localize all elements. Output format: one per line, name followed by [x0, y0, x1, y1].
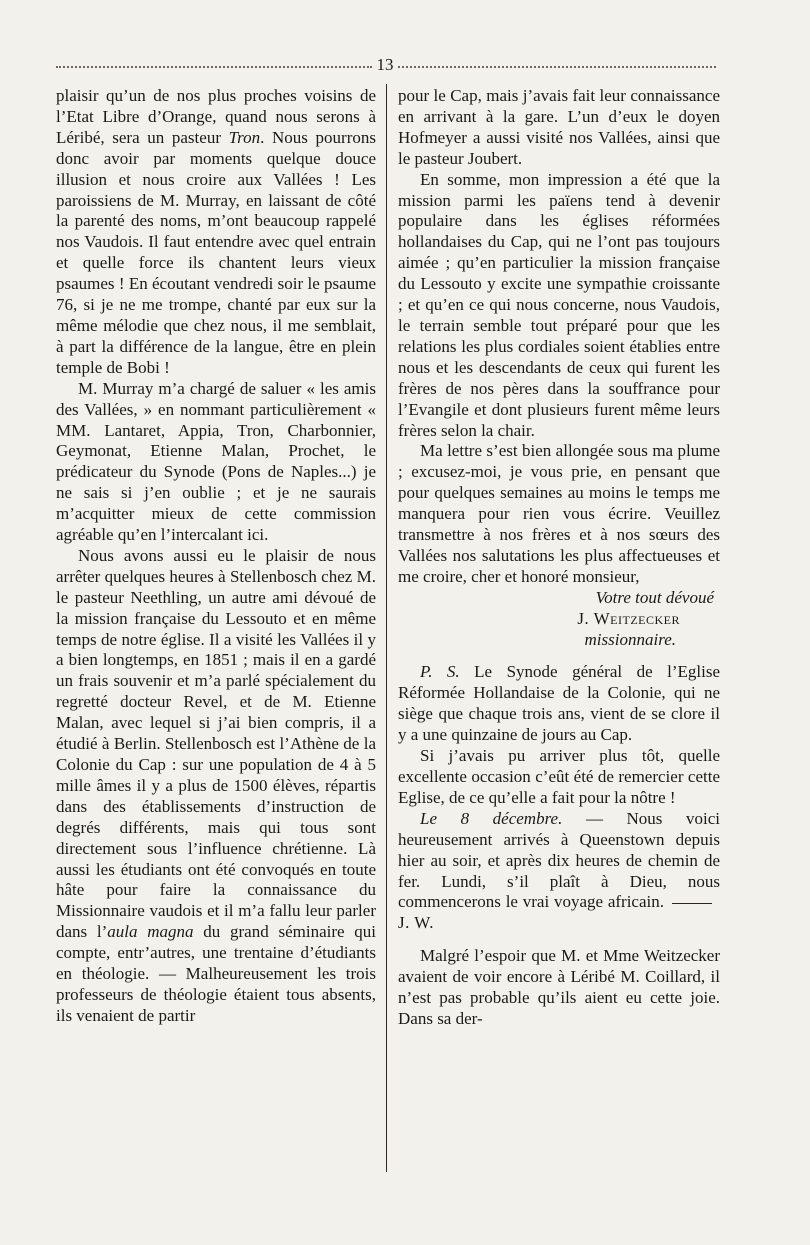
spacer	[398, 650, 720, 662]
dated-paragraph: Le 8 décembre. — Nous voici heureusement arrivés à Queenstown depuis hier au soir, et après dix heures de chemin de fer. Lundi, s’il plaît à Dieu, nous commencerons le vrai voyage africain.J. W.	[398, 808, 720, 933]
right-paragraph-2: En somme, mon impression a été que la mission parmi les païens tend à devenir populaire dans les églises réformées hollandaises du Cap, qui ne l’ont pas toujours aimée ; qu’en particulier la mission française du Lessouto y excite une sympathie croissante ; et qu’en ce qui nous concerne, nous Vaudois, le terrain semble tout préparé pour que les relations les plus cordiales soient établies entre nous et les descendants de ceux qui furent les frères de nos pères dans la souffrance pour l’Evangile et dont plusieurs furent même leurs frères selon la chair.	[398, 169, 720, 440]
left-paragraph-3: Nous avons aussi eu le plaisir de nous arrêter quelques heures à Stellenbosch chez M. le pasteur Neethling, un autre ami dévoué de la mission française du Lessouto et en même temps de notre église. Il a visité les Vallées il y a bien longtemps, en 1851 ; mais il en a gardé un frais souvenir et m’a parlé spécialement du regretté docteur Revel, et de M. Etienne Malan, avec lequel si j’ai bien compris, il a étudié à Berlin. Stellenbosch est l’Athène de la Colonie du Cap : sur une population de 4 à 5 mille âmes il y a plus de 1500 élèves, répartis dans des établissements d’instruction de degrés différents, mais qui tous sont directement sous l’influence chrétienne. Là aussi les étudiants ont été convoqués en toute hâte pour faire la connaissance du Missionnaire vaudois et il m’a fallu leur parler dans l’aula magna du grand séminaire qui compte, entr’autres, une trentaine d’étudiants en théologie. — Malheureusement les trois professeurs de théologie étaient tous absents, ils venaient de partir	[56, 545, 377, 1025]
postscript: P. S. Le Synode général de l’Eglise Réformée Hollandaise de la Colonie, qui ne siège que chaque trois ans, vient de se clore il y a une quinzaine de jours au Cap.	[398, 662, 720, 745]
right-paragraph-5: Malgré l’espoir que M. et Mme Weitzecker avaient de voir encore à Léribé M. Coillard, il n’est pas probable qu’ils aient eu cette joie. Dans sa der-	[398, 946, 720, 1028]
right-paragraph-4: Si j’avais pu arriver plus tôt, quelle excellente occasion c’eût été de remercier cette Eglise, de ce qu’elle a fait pour la nôtre !	[398, 746, 720, 807]
right-paragraph-1: pour le Cap, mais j’avais fait leur connaissance en arrivant à la gare. L’un d’eux le doyen Hofmeyer a aussi visité nos Vallées, ainsi que le pasteur Joubert.	[398, 86, 720, 168]
initials: J. W.	[398, 913, 435, 933]
letter-closing: Votre tout dévoué	[595, 587, 714, 607]
right-paragraph-3: Ma lettre s’est bien allongée sous ma plume ; excusez-moi, je vous prie, en pensant que pour quelques semaines au moins le temps me manquera pour rien vous écrire. Veuillez transmettre à nos frères et à nos sœurs des Vallées nos salutations les plus affectueuses et me croire, cher et honoré monsieur,	[398, 441, 720, 586]
spacer	[398, 934, 720, 946]
short-rule	[672, 903, 712, 904]
left-paragraph-1: plaisir qu’un de nos plus proches voisins de l’Etat Libre d’Orange, quand nous serons à Léribé, sera un pasteur Tron. Nous pourrons donc avoir par moments quelque douce illusion et nous croire aux Vallées ! Les paroissiens de M. Murray, en laissant de côté la parenté des noms, m’ont beaucoup rappelé nos Vaudois. Il faut entendre avec quel entrain et quelle force ils chantent leurs vieux psaumes ! En écoutant vendredi soir le psaume 76, si je ne me trompe, chanté par eux sur la même mélodie que chez nous, il me semblait, à part la différence de la langue, être en plein temple de Bobi !	[56, 86, 376, 377]
page-number: 13	[376, 55, 394, 74]
left-paragraph-2: M. Murray m’a chargé de saluer « les amis des Vallées, » en nommant particulièrement « MM. Lantaret, Appia, Tron, Charbonnier, Geymonat, Etienne Malan, Prochet, le prédicateur du Synode (Pons de Naples...) je ne sais si j’en oublie ; et je ne saurais m’acquitter mieux de cette commission agréable qu’en l’intercalant ici.	[56, 378, 376, 545]
signature-title: missionnaire.	[584, 629, 676, 649]
right-column	[398, 86, 720, 1030]
header-rule-right	[398, 66, 716, 68]
signature: J. Weitzecker	[577, 608, 680, 628]
header-rule-left	[56, 66, 372, 68]
column-divider	[386, 84, 387, 1172]
left-column	[56, 86, 376, 1027]
